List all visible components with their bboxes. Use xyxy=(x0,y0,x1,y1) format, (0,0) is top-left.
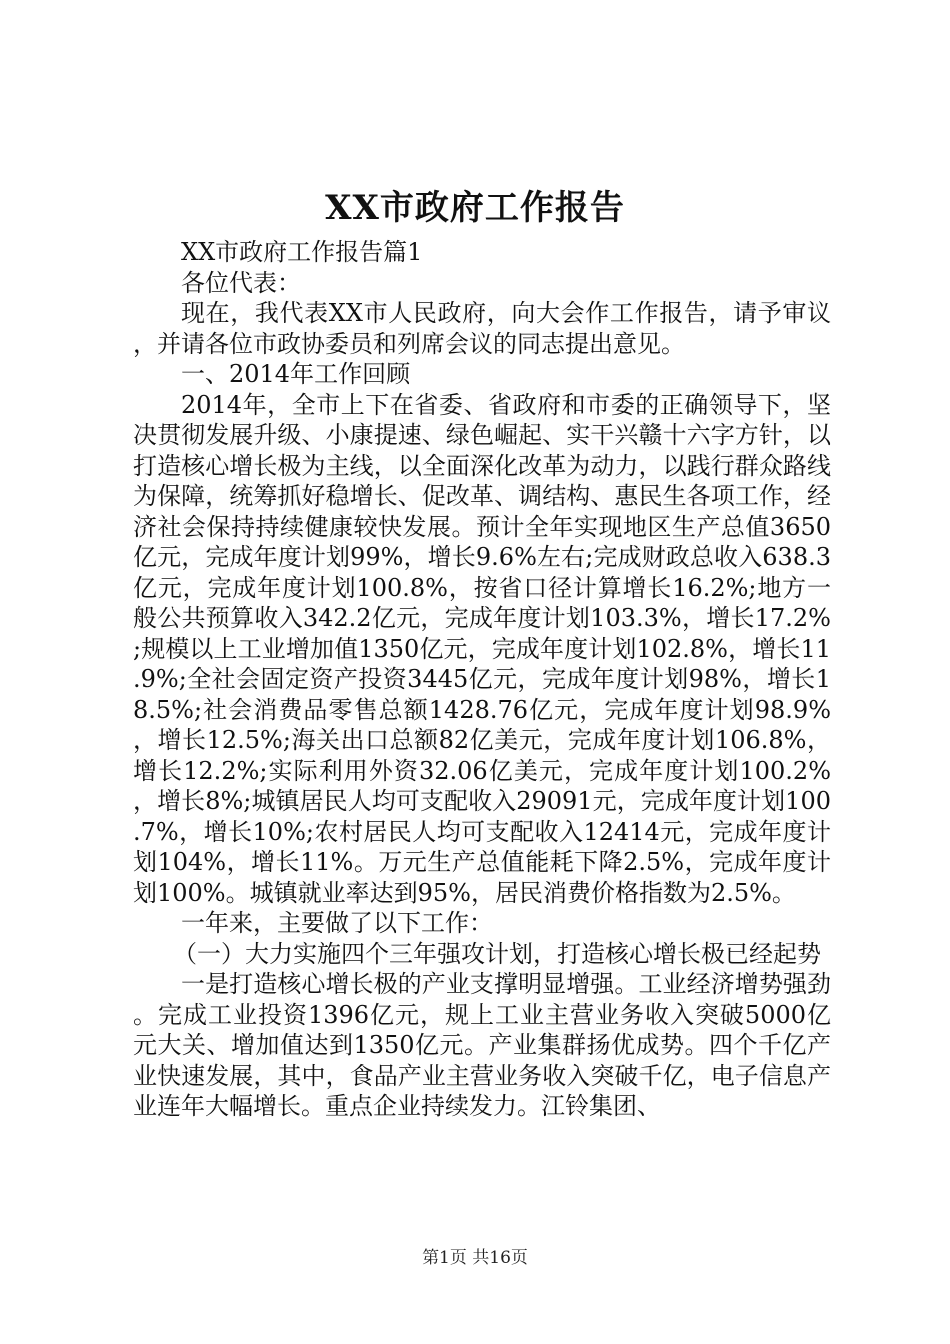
page-number-footer: 第1页 共16页 xyxy=(422,1248,528,1268)
paragraph-section-heading: 一、2014年工作回顾 xyxy=(181,360,411,388)
document-body xyxy=(133,237,831,1122)
paragraph-subsection-heading: （一）大力实施四个三年强攻计划，打造核心增长极已经起势 xyxy=(173,939,821,968)
document-title: XX市政府工作报告 xyxy=(325,188,625,228)
paragraph-salutation: 各位代表： xyxy=(181,268,301,297)
paragraph-intro: 现在，我代表XX市人民政府，向大会作工作报告，请予审议，并请各位市政协委员和列席会议的同志提出意见。 xyxy=(133,299,831,358)
paragraph-work-intro: 一年来，主要做了以下工作： xyxy=(181,909,493,937)
paragraph-review: 2014年，全市上下在省委、省政府和市委的正确领导下，坚决贯彻发展升级、小康提速、绿色崛起、实干兴赣十六字方针，以打造核心增长极为主线，以全面深化改革为动力，以践行群众路线为保障，统筹抓好稳增长、促改革、调结构、惠民生各项工作，经济社会保持持续健康较快发展。预计全年实现地区生产总值3650亿元，完成年度计划99%，增长9.6%左右;完成财政总收入638.3亿元，完成年度计划100.8%，按省口径计算增长16.2%;地方一般公共预算收入342.2亿元，完成年度计划103.3%，增长17.2%;规模以上工业增加值1350亿元，完成年度计划102.8%，增长11.9%;全社会固定资产投资3445亿元，完成年度计划98%，增长18.5%;社会消费品零售总额1428.76亿元，完成年度计划98.9%，增长12.5%;海关出口总额82亿美元，完成年度计划106.8%，增长12.2%;实际利用外资32.06亿美元，完成年度计划100.2%，增长8%;城镇居民人均可支配收入29091元，完成年度计划100.7%，增长10%;农村居民人均可支配收入12414元，完成年度计划104%，增长11%。万元生产总值能耗下降2.5%，完成年度计划100%。城镇就业率达到95%，居民消费价格指数为2.5%。 xyxy=(133,390,831,907)
paragraph-industry: 一是打造核心增长极的产业支撑明显增强。工业经济增势强劲。完成工业投资1396亿元，规上工业主营业务收入突破5000亿元大关、增加值达到1350亿元。产业集群扬优成势。四个千亿产业快速发展，其中，食品产业主营业务收入突破千亿，电子信息产业连年大幅增长。重点企业持续发力。江铃集团、 xyxy=(133,970,831,1120)
paragraph-heading-part: XX市政府工作报告篇1 xyxy=(181,238,423,266)
